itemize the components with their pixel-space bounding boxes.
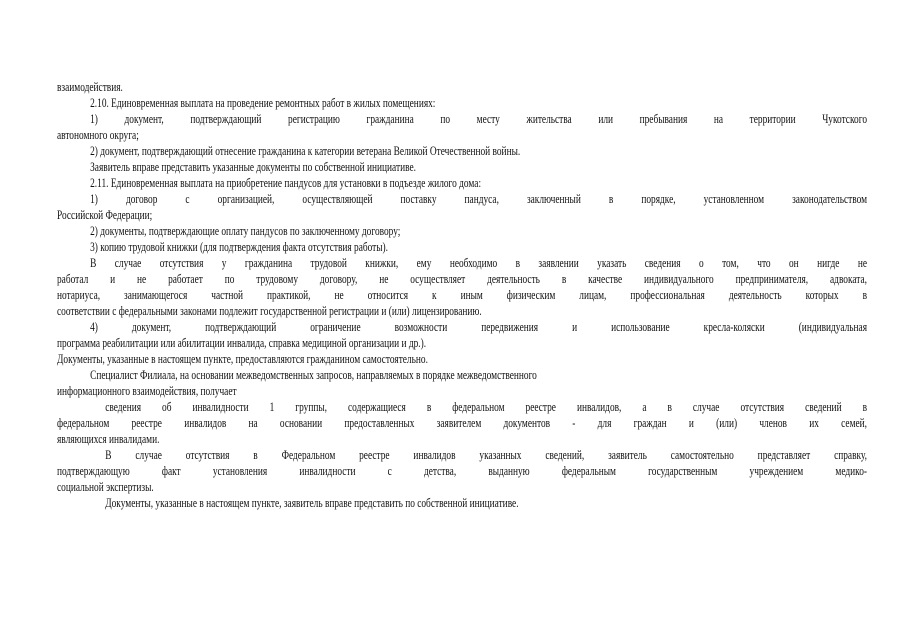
- section-heading-2-11: 2.11. Единовременная выплата на приобретение пандусов для установки в подъезде жилого дома:: [90, 175, 482, 190]
- text-line: подтверждающую факт установления инвалидности с детства, выданную федеральным государственным учреждением медико-: [57, 463, 868, 478]
- text-line: В случае отсутствия в Федеральном реестре инвалидов указанных сведений, заявитель самостоятельно представляет справку,: [105, 447, 868, 462]
- text-line: Документы, указанные в настоящем пункте, заявитель вправе представить по собственной инициативе.: [105, 495, 519, 510]
- text-line: федеральном реестре инвалидов на основании предоставленных заявителем документов - для граждан и (или) членов их семей,: [57, 415, 868, 430]
- text-line: Документы, указанные в настоящем пункте, предоставляются гражданином самостоятельно.: [57, 351, 428, 366]
- document-page: [57, 79, 867, 511]
- text-line: взаимодействия.: [57, 79, 123, 94]
- text-line: Российской Федерации;: [57, 207, 153, 222]
- text-line: социальной экспертизы.: [57, 479, 154, 494]
- text-line: Специалист Филиала, на основании межведомственных запросов, направляемых в порядке межведомственного: [90, 367, 537, 382]
- text-line: информационного взаимодействия, получает: [57, 383, 237, 398]
- text-line: 1) документ, подтверждающий регистрацию гражданина по месту жительства или пребывания на территории Чукотского: [90, 111, 868, 126]
- text-line: являющихся инвалидами.: [57, 431, 160, 446]
- text-line: соответствии с федеральными законами подлежит государственной регистрации и (или) лицензированию.: [57, 303, 482, 318]
- text-line: 2) документы, подтверждающие оплату пандусов по заключенному договору;: [90, 223, 401, 238]
- section-heading-2-10: 2.10. Единовременная выплата на проведение ремонтных работ в жилых помещениях:: [90, 95, 436, 110]
- text-line: нотариуса, занимающегося частной практикой, не относится к иным физическим лицам, профессиональная деятельность которых в: [57, 287, 868, 302]
- text-line: 4) документ, подтверждающий ограничение возможности передвижения и использование кресла-коляски (индивидуальная: [90, 319, 868, 334]
- text-line: автономного округа;: [57, 127, 139, 142]
- text-line: 1) договор с организацией, осуществляющей поставку пандуса, заключенный в порядке, установленном законодательством: [90, 191, 868, 206]
- text-line: 2) документ, подтверждающий отнесение гражданина к категории ветерана Великой Отечественной войны.: [90, 143, 521, 158]
- text-line: работал и не работает по трудовому договору, не осуществляет деятельность в качестве индивидуального предпринимателя, адвоката,: [57, 271, 868, 286]
- text-line: программа реабилитации или абилитации инвалида, справка медициной организации и др.).: [57, 335, 427, 350]
- text-line: В случае отсутствия у гражданина трудовой книжки, ему необходимо в заявлении указать сведения о том, что он нигде не: [90, 255, 868, 270]
- text-line: Заявитель вправе представить указанные документы по собственной инициативе.: [90, 159, 416, 174]
- text-line: 3) копию трудовой книжки (для подтверждения факта отсутствия работы).: [90, 239, 389, 254]
- text-line: сведения об инвалидности 1 группы, содержащиеся в федеральном реестре инвалидов, а в случае отсутствия сведений в: [105, 399, 868, 414]
